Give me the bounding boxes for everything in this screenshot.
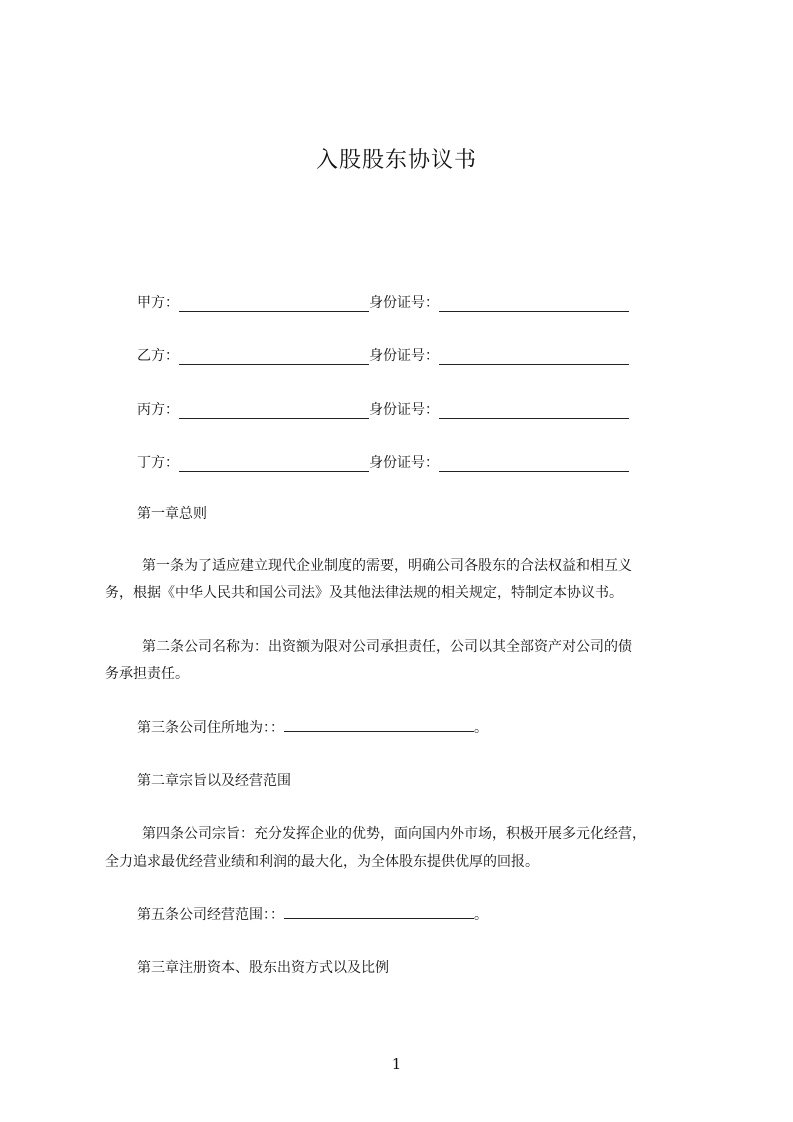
article-5-text: 第五条公司经营范围：： [137, 907, 284, 923]
article-5-end: 。 [474, 907, 488, 923]
party-row-a [137, 290, 629, 312]
document-title: 入股股东协议书 [315, 148, 477, 173]
party-name-blank[interactable] [179, 404, 369, 419]
business-scope-blank[interactable] [284, 904, 474, 919]
party-row-c [137, 397, 629, 419]
article-3-text: 第三条公司住所地为：： [137, 720, 284, 736]
id-label: 身份证号： [369, 348, 439, 364]
id-number-blank[interactable] [439, 457, 629, 472]
chapter-heading: 第二章宗旨以及经营范围 [137, 773, 291, 789]
party-label: 乙方： [137, 348, 179, 364]
party-label: 丁方： [137, 455, 179, 471]
party-name-blank[interactable] [179, 350, 369, 365]
party-row-d [137, 450, 629, 472]
chapter-heading: 第三章注册资本、股东出资方式以及比例 [137, 960, 389, 976]
party-name-blank[interactable] [179, 457, 369, 472]
article-2-line-1: 第二条公司名称为：出资额为限对公司承担责任，公司以其全部资产对公司的债 [142, 639, 632, 655]
article-5 [137, 901, 488, 929]
page-number: 1 [391, 1055, 402, 1073]
party-label: 丙方： [137, 402, 179, 418]
article-4-line-2: 全力追求最优经营业绩和利润的最大化，为全体股东提供优厚的回报。 [105, 854, 539, 870]
party-label: 甲方： [137, 295, 179, 311]
party-name-blank[interactable] [179, 297, 369, 312]
article-1-line-1: 第一条为了适应建立现代企业制度的需要，明确公司各股东的合法权益和相互义 [142, 558, 632, 574]
chapter-heading: 第一章总则 [137, 506, 207, 522]
article-1-line-2: 务，根据《中华人民共和国公司法》及其他法律法规的相关规定，特制定本协议书。 [105, 585, 623, 601]
id-label: 身份证号： [369, 295, 439, 311]
id-number-blank[interactable] [439, 404, 629, 419]
article-3 [137, 714, 488, 742]
address-blank[interactable] [284, 717, 474, 732]
id-number-blank[interactable] [439, 297, 629, 312]
article-3-end: 。 [474, 720, 488, 736]
article-4-line-1: 第四条公司宗旨：充分发挥企业的优势，面向国内外市场，积极开展多元化经营， [142, 826, 646, 842]
party-row-b [137, 343, 629, 365]
id-label: 身份证号： [369, 402, 439, 418]
id-label: 身份证号： [369, 455, 439, 471]
article-2-line-2: 务承担责任。 [105, 666, 189, 682]
id-number-blank[interactable] [439, 350, 629, 365]
